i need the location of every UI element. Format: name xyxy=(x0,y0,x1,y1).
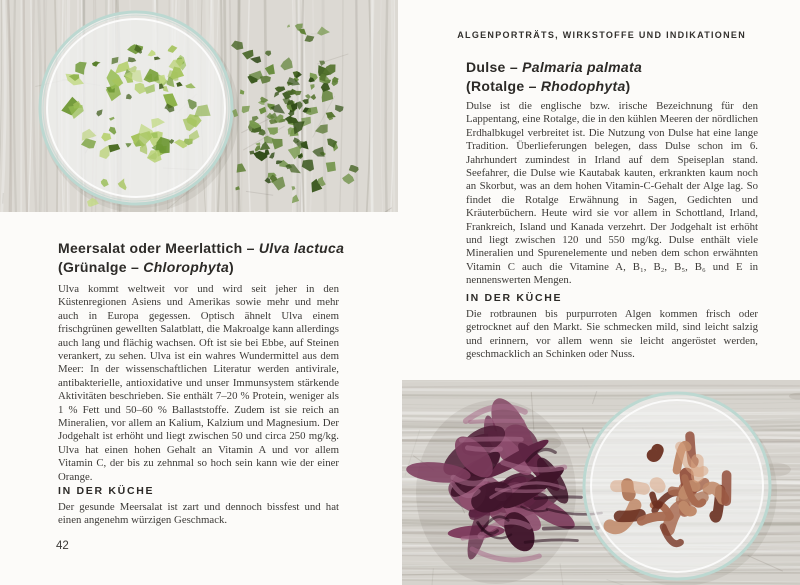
left-article-title xyxy=(58,239,344,277)
latin-name: Ulva lactuca xyxy=(258,240,345,256)
right-article-body: Dulse ist die englische bzw. irische Bezeichnung für den Lappentang, eine Rotalge, die in den kühlen Meeren der nördlichen Erdhalbkugel verbreitet ist. Die Nutzung von Dulse hat eine lange Tradition. Überlieferungen belegen, dass Dulse schon im 6. Jahrhundert zumindest in Irland auf dem Speiseplan stand. Seefahrer, die Dulse wie Kautabak kauten, erkrankten kaum noch an Skorbut, was an dem hohen Vitamin-C-Gehalt der Alge lag. So findet die Rotalge Erwähnung in Sagen, Gedichten und Kräuterbüchern. Heute wird sie vor allem in Schottland, Irland, Frankreich, Island und Kanada verzehrt. Der Jodgehalt ist erhöht und liegt zwischen 120 und 550 mg/kg. Dulse enthält viele Mineralien und Spurenelemente und neben dem schon erwähnten Vitamin C auch die Vitamine A, B₁, B₂, B₅, B₆ und E in nennenswerten Mengen. xyxy=(466,100,758,287)
latin-name: Rhodophyta xyxy=(540,78,626,94)
right-kitchen-body: Die rotbraunen bis purpurroten Algen kommen frisch oder getrocknet auf den Markt. Sie schmecken mild, sind leicht salzig und erinnern, vor allem wenn sie leicht angeröstet werden, geschmacklich an Schinken oder Nuss. xyxy=(466,308,758,361)
right-title-line2: (Rotalge – Rhodophyta) xyxy=(466,78,631,94)
left-title-line1: Meersalat oder Meerlattich – Ulva lactuca xyxy=(58,240,345,256)
right-kitchen-heading: IN DER KÜCHE xyxy=(466,292,563,304)
latin-name: Chlorophyta xyxy=(143,259,230,275)
left-article-body: Ulva kommt weltweit vor und wird seit jeher in den Küstenregionen Asiens und Amerikas sowie mehr und mehr auch in Europa gegessen. Optisch ähnelt Ulva einem frischgrünen gewellten Salatblatt, die Makroalge kann allerdings auch lang und flächig wachsen. Oft ist sie bei Ebbe, auf Steinen verankert, zu sehen. Ulva ist ein wahres Wundermittel aus dem Meer: In der wissenschaftlichen Literatur werden antivirale, antibakterielle, antioxidative und unser Immunsystem stärkende Aktivitäten beschrieben. Sie enthält 7–20 % Protein, weniger als 1 % Fett und 50–60 % Ballaststoffe. Zudem ist sie reich an Mineralien, vor allem an Kalium, Kalzium und Magnesium. Der Jodgehalt ist erhöht und liegt zwischen 50 und circa 250 mg/kg. Ulva hat einen hohen Gehalt an Vitamin A und vor allem Vitamin C, der bis zu zehnmal so hoch sein kann wie der einer Orange. xyxy=(58,283,339,483)
right-title-line1: Dulse – Palmaria palmata xyxy=(466,59,643,75)
right-article-title xyxy=(466,58,642,96)
photo-sea-lettuce xyxy=(0,0,398,212)
left-kitchen-body: Der gesunde Meersalat ist zart und dennoch bissfest und hat einen angenehm würzigen Geschmack. xyxy=(58,501,339,527)
left-kitchen-heading: IN DER KÜCHE xyxy=(58,485,155,497)
running-header: ALGENPORTRÄTS, WIRKSTOFFE UND INDIKATIONEN xyxy=(457,30,746,40)
page-number: 42 xyxy=(56,540,69,552)
left-title-line2: (Grünalge – Chlorophyta) xyxy=(58,259,235,275)
photo-dulse xyxy=(402,380,800,585)
latin-name: Palmaria palmata xyxy=(522,59,643,75)
